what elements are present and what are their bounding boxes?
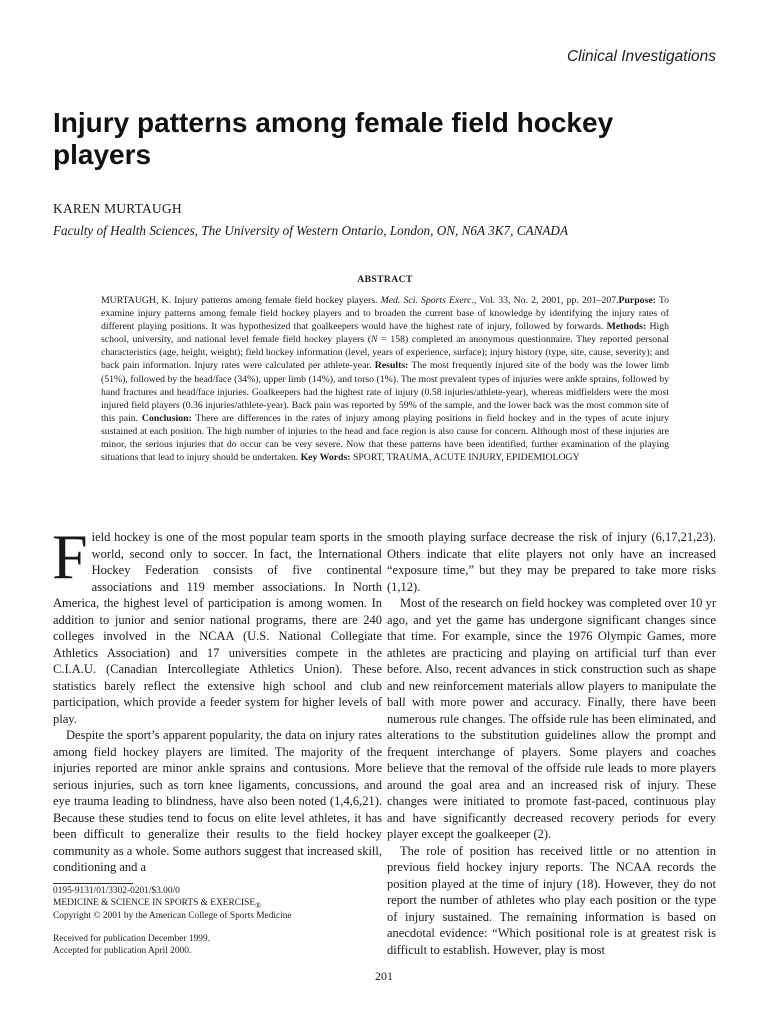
abstract-results: The most frequently injured site of the body was the lower limb (51%), followed by the head/face (34%), upper limb (14%), and torso (1%). The most prevalent types of injuries were ankle sprains, followed by hand fractures and head/face injuries. Goalkeepers had the highest rate of injury (0.58 injuries/athlete-year), whereas midfielders were the most injured field players (0.36 injuries/athlete-year). Back pain was reported by 59% of the sample, and the lower back was the most common site of this pain. (101, 360, 669, 424)
abstract-methods: High school, university, and national level female field hockey players ( (101, 321, 670, 346)
article-title: Injury patterns among female field hockey players (53, 107, 614, 170)
abstract-purpose-label: Purpose: (618, 295, 656, 306)
abstract-methods-n: N (371, 334, 378, 346)
body-paragraph: The role of position has received little or no attention in previous field hockey injury reports. The NCAA records the position played at the time of injury (18). However, they do not report the number of athletes who play each position or the type of injury sustained. The remaining information is based on anecdotal evidence: “Which positional role is at greatest risk is difficult to establish. However, play is most (387, 843, 716, 957)
footnote-journal (53, 898, 382, 911)
body-paragraph-intro-text: ield hockey is one of the most popular team sports in the world, second only to soccer. In fact, the International Hockey Federation consists of five continental associations and 119 member associations. In North America, the highest level of participation is among women. In addition to junior and senior national programs, there are 240 colleges involved in the NCAA (U.S. National Collegiate Athletics Association) and 17 universities compete in the C.I.A.U. (Canadian Intercollegiate Athletics Union). These statistics barely reflect the extensive high school and club participation, which provide a feeder system for higher levels of play. (53, 530, 382, 726)
section-label: Clinical Investigations (566, 48, 716, 65)
footnotes (53, 886, 382, 957)
abstract-citation-journal: Med. Sci. Sports Exerc. (380, 295, 474, 306)
body-column-left (52, 521, 382, 876)
abstract-heading: ABSTRACT (357, 274, 413, 285)
footnote-copyright: Copyright © 2001 by the American College of Sports Medicine (53, 910, 292, 921)
trademark-symbol: ® (255, 900, 262, 910)
body-paragraph: Despite the sport’s apparent popularity, the data on injury rates among field hockey players are limited. The majority of the injuries reported are minor ankle sprains and contusions. More serious injuries, such as torn knee ligaments, concussions, and eye trauma leading to blindness, have also been noted (1,4,6,21). Because these studies tend to focus on elite level athletes, it has been difficult to generalize their results to the field hockey community as a whole. Some authors suggest that increased skill, conditioning and a (53, 728, 382, 874)
body-paragraph-intro (52, 521, 382, 727)
abstract-keywords: SPORT, TRAUMA, ACUTE INJURY, EPIDEMIOLOGY (350, 452, 580, 464)
body-paragraph: Most of the research on field hockey was completed over 10 yr ago, and yet the game has undergone significant changes since that time. For example, since the 1976 Olympic Games, more athletes are practicing and playing on artificial turf than ever before. Also, recent advances in stick construction such as shape and new reinforcement materials allow players to manipulate the ball with more power and accuracy. Finally, there have been numerous rule changes. The offside rule has been eliminated, and alterations to the substitution guidelines allow the prompt and frequent interchange of players. Some players and coaches believe that the removal of the offside rule leads to more players around the goal area and an increased risk of injury. These changes were initiated to promote fast-paced, continuous play and have significantly decreased recovery periods for every player except the goalkeeper (2). (387, 596, 716, 841)
abstract-purpose: To examine injury patterns among female field hockey players and to broaden the current base of knowledge by identifying the injury rates of different playing positions. It was hypothesized that goalkeepers would have the highest rate of injury, followed by forwards. (101, 295, 670, 333)
footnote-divider (53, 883, 133, 884)
abstract-body (101, 294, 669, 464)
abstract-conclusion-label: Conclusion: (141, 412, 192, 424)
abstract-citation: MURTAUGH, K. Injury patterns among female field hockey players. (101, 295, 381, 306)
drop-cap: F (52, 521, 88, 592)
footnote-code: 0195-9131/01/3302-0201/$3.00/0 (53, 886, 180, 896)
footnote-journal-name: MEDICINE & SCIENCE IN SPORTS & EXERCISE (53, 897, 256, 908)
page-number: 201 (375, 969, 393, 983)
abstract-results-label: Results: (374, 360, 409, 372)
abstract-conclusion: There are differences in the rates of injury among playing positions in field hockey and in the types of acute injury sustained at each position. The high number of injuries to the head and face region is also cause for concern. Although most of these injuries are minor, the serious injuries that do occur can be very severe. Now that these patterns have been identified, further examination of the playing situations that lead to injury should be undertaken. (101, 412, 670, 464)
body-column-right (387, 529, 716, 958)
author-affiliation: Faculty of Health Sciences, The University of Western Ontario, London, ON, N6A 3K7, CANADA (53, 223, 569, 238)
abstract (101, 274, 669, 464)
body-paragraph-continued: smooth playing surface decrease the risk of injury (6,17,21,23). Others indicate that elite players not only have an increased “exposure time,” but they may be prepared to take more risks (1,12). (387, 530, 716, 594)
footnote-accepted: Accepted for publication April 2000. (53, 945, 192, 956)
abstract-keywords-label: Key Words: (300, 452, 351, 464)
author-name: KAREN MURTAUGH (53, 201, 182, 216)
abstract-methods-cont: = 158) completed an anonymous questionnaire. They reported personal characteristics (age, height, weight); field hockey information (level, years of experience, surface); injury history (type, site, cause, severity); and back pain information. Injury rates were calculated per athlete-year. (101, 334, 669, 372)
abstract-methods-label: Methods: (606, 321, 647, 333)
abstract-citation-details: , Vol. 33, No. 2, 2001, pp. 201–207. (473, 295, 619, 306)
footnote-received: Received for publication December 1999. (53, 934, 210, 945)
